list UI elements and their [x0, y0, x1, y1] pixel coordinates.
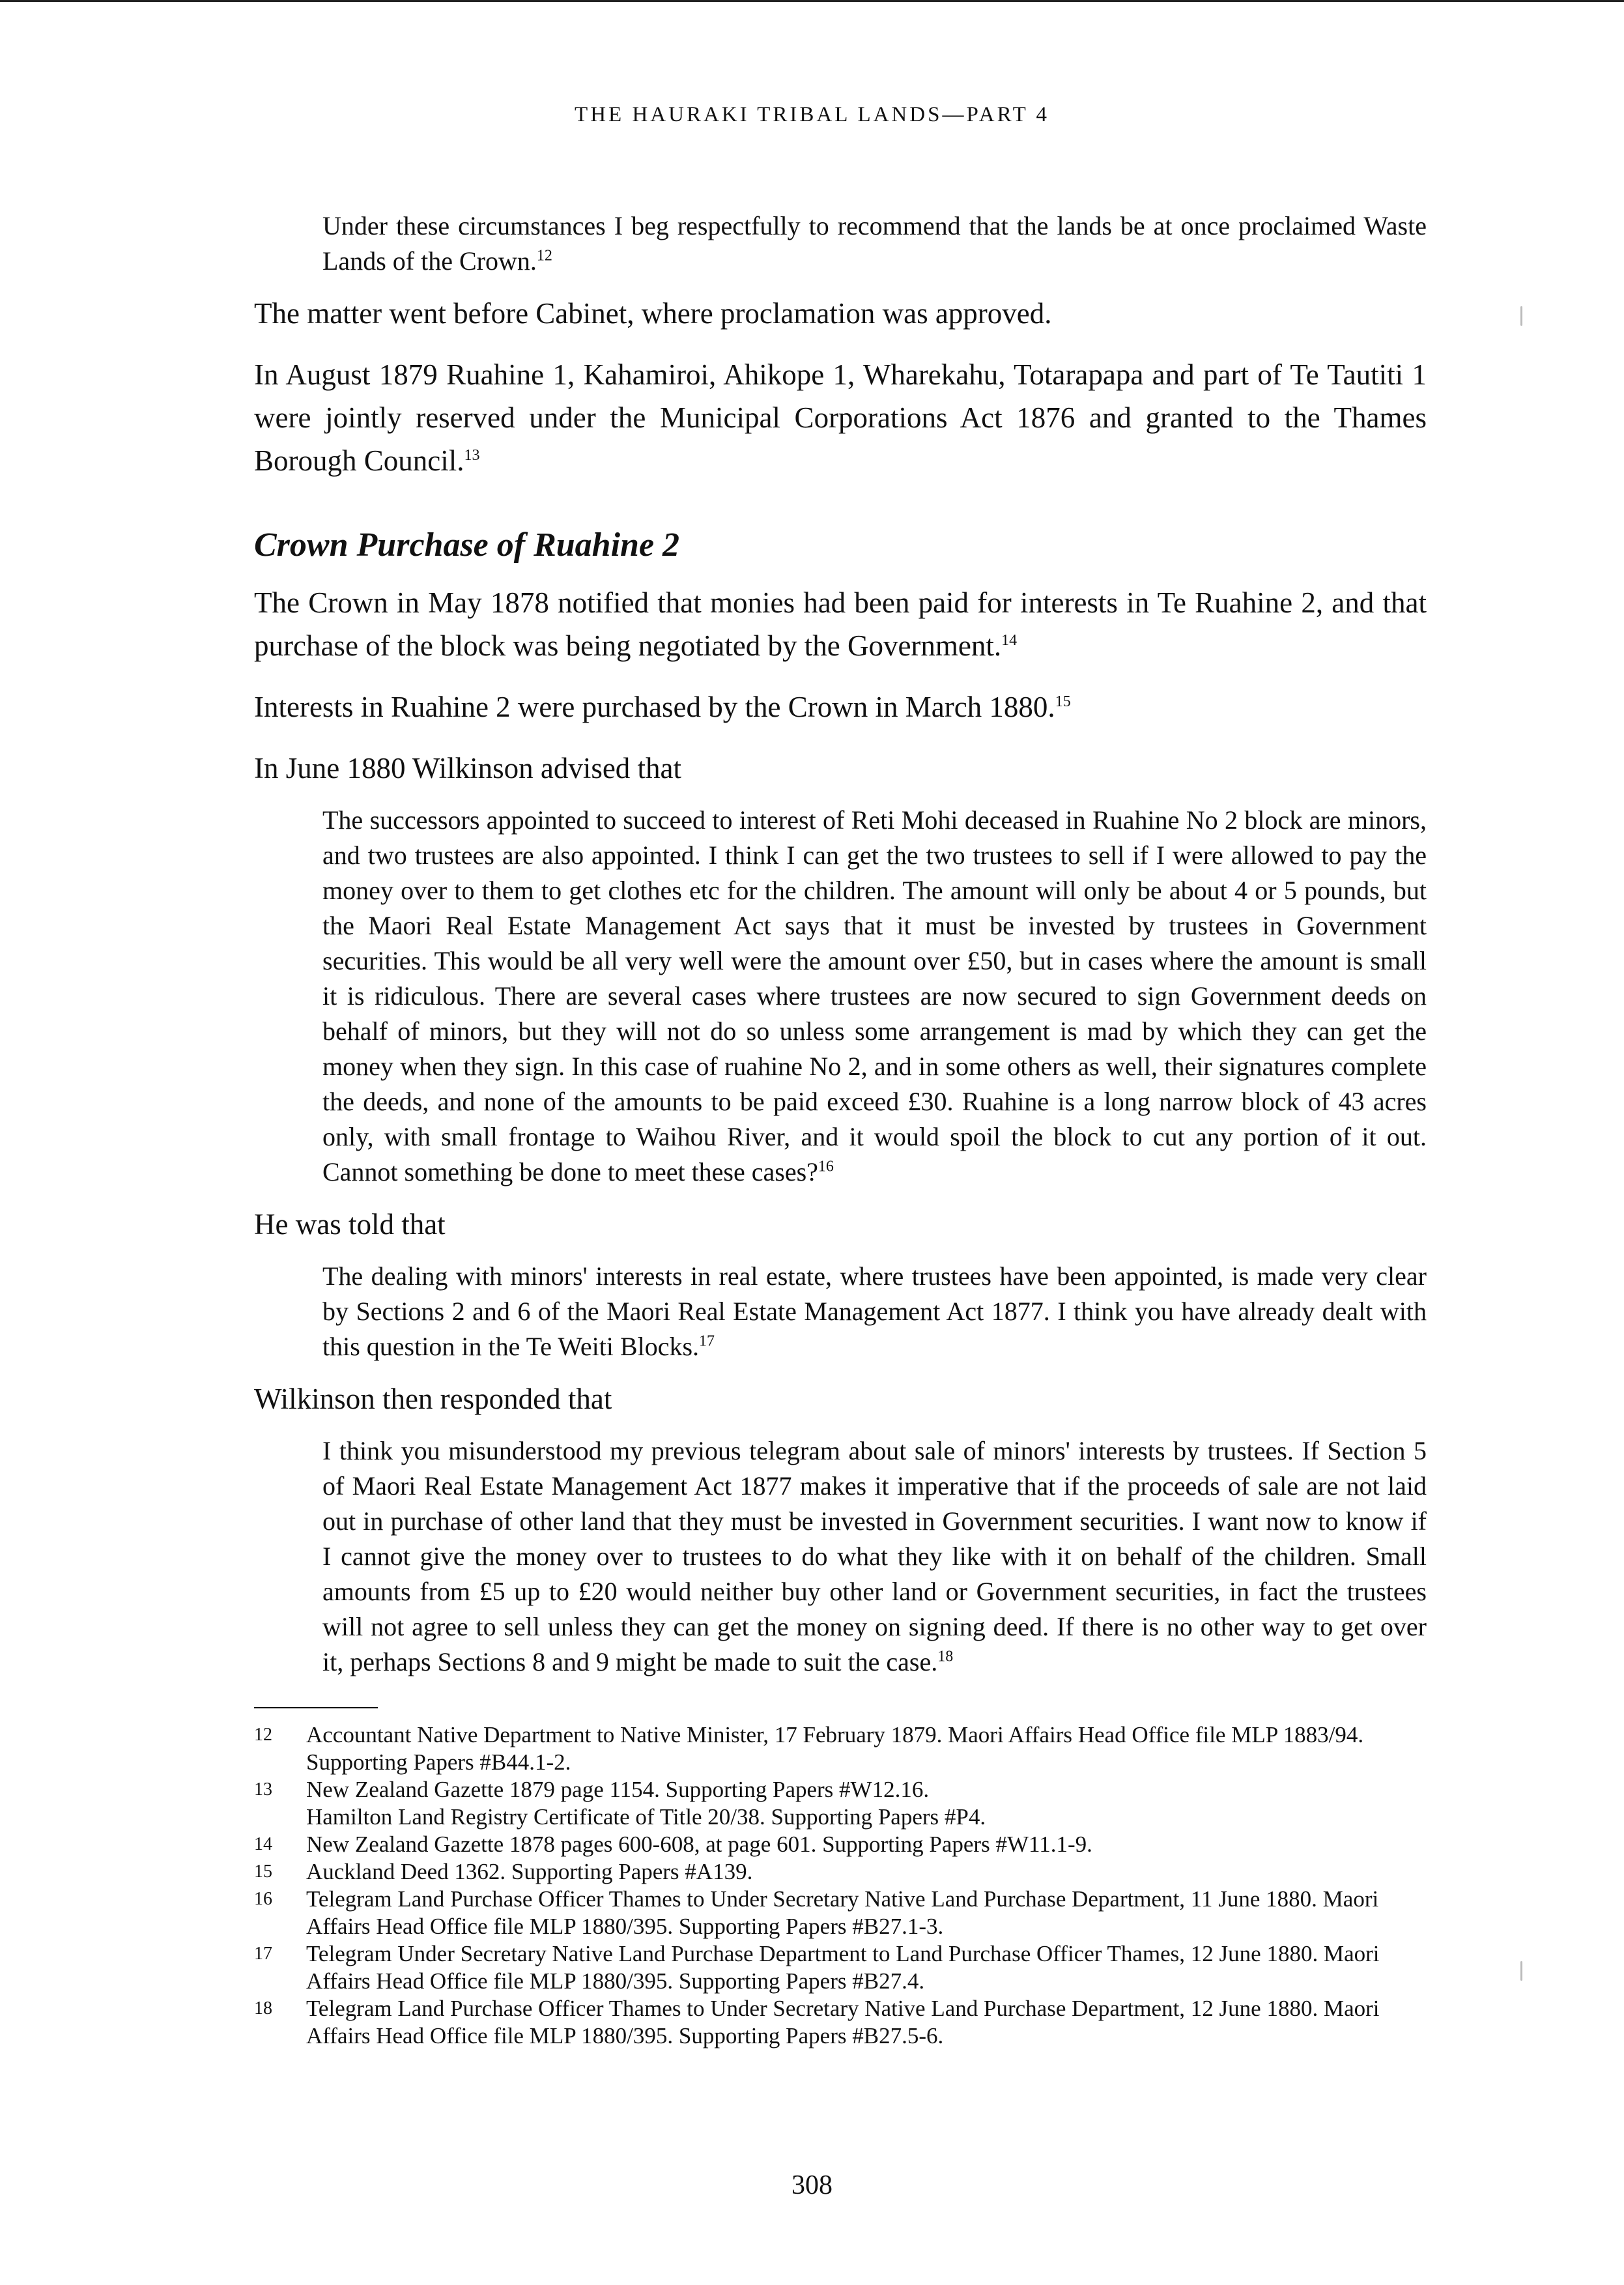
footnote-text	[306, 1940, 1427, 1995]
quote-text: Under these circumstances I beg respectfully to recommend that the lands be at once proclaimed Waste Lands of the Crown.	[322, 211, 1427, 276]
paragraph-text: The matter went before Cabinet, where proclamation was approved.	[254, 297, 1052, 330]
footnote-ref: 15	[1055, 693, 1071, 710]
paragraph-text: In June 1880 Wilkinson advised that	[254, 752, 682, 784]
footnote-text	[306, 1886, 1427, 1940]
footnote-line: Accountant Native Department to Native Minister, 17 February 1879. Maori Affairs Head Office file MLP 1883/94. Supporting Papers #B44.1-2.	[306, 1722, 1364, 1775]
paragraph-august-1879	[254, 353, 1427, 482]
footnote-number: 14	[254, 1834, 272, 1854]
block-quote-3	[322, 1259, 1427, 1364]
footnotes	[254, 1721, 1427, 2050]
paragraph-text: In August 1879 Ruahine 1, Kahamiroi, Ahikope 1, Wharekahu, Totarapapa and part of Te Tautiti 1 were jointly reserved under the Municipal Corporations Act 1876 and granted to the Thames Borough Council.	[254, 358, 1427, 477]
paragraph-may-1878	[254, 581, 1427, 667]
paragraph-text: Interests in Ruahine 2 were purchased by the Crown in March 1880.	[254, 691, 1055, 723]
scan-speck	[1520, 306, 1522, 326]
running-head: THE HAURAKI TRIBAL LANDS—PART 4	[575, 103, 1049, 126]
footnote-number: 13	[254, 1779, 272, 1800]
section-heading: Crown Purchase of Ruahine 2	[254, 526, 680, 564]
footnote-number: 15	[254, 1861, 272, 1882]
footnote-text	[306, 1858, 1427, 1886]
footnote-12	[254, 1721, 1427, 1776]
footnote-number: 12	[254, 1725, 272, 1745]
footnote-ref: 16	[818, 1158, 834, 1175]
paragraph-text: Wilkinson then responded that	[254, 1383, 612, 1415]
footnote-ref: 14	[1001, 632, 1018, 649]
footnote-line: Telegram Land Purchase Officer Thames to Under Secretary Native Land Purchase Department, 11 June 1880. Maori Affairs Head Office file MLP 1880/395. Supporting Papers #B27.1-3.	[306, 1886, 1379, 1939]
footnote-ref: 17	[699, 1332, 715, 1350]
footnote-14	[254, 1831, 1427, 1858]
footnote-number: 16	[254, 1889, 272, 1909]
scan-speck	[1520, 1961, 1522, 1981]
footnote-text	[306, 1831, 1427, 1858]
footnote-ref: 12	[536, 247, 552, 265]
quote-text: The successors appointed to succeed to interest of Reti Mohi deceased in Ruahine No 2 block are minors, and two trustees are also appointed. I think I can get the two trustees to sell if I were allowed to pay the money over to them to get clothes etc for the children. The amount will only be about 4 or 5 pounds, but the Maori Real Estate Management Act says that it must be invested by trustees in Government securities. This would be all very well were the amount over £50, but in cases where the amount is small it is ridiculous. There are several cases where trustees are now secured to sign Government deeds on behalf of minors, but they will not do so unless some arrangement is mad by which they can get the money when they sign. In this case of ruahine No 2, and in some others as well, their signatures complete the deeds, and none of the amounts to be paid exceed £30. Ruahine is a long narrow block of 43 acres only, with small frontage to Waihou River, and it would spoil the block to cut any portion of it out. Cannot something be done to meet these cases?	[322, 805, 1427, 1186]
footnote-ref: 18	[937, 1648, 954, 1665]
footnote-line: Telegram Under Secretary Native Land Purchase Department to Land Purchase Officer Thames, 12 June 1880. Maori Affairs Head Office file MLP 1880/395. Supporting Papers #B27.4.	[306, 1941, 1380, 1994]
top-border-line	[0, 0, 1624, 2]
footnote-15	[254, 1858, 1427, 1886]
block-quote-1	[322, 208, 1427, 279]
quote-text: The dealing with minors' interests in real estate, where trustees have been appointed, is made very clear by Sections 2 and 6 of the Maori Real Estate Management Act 1877. I think you have already dealt with this question in the Te Weiti Blocks.	[322, 1261, 1427, 1361]
paragraph-text: He was told that	[254, 1208, 446, 1241]
paragraph-responded-that	[254, 1377, 1427, 1420]
footnote-number: 18	[254, 1998, 272, 2019]
paragraph-told-that	[254, 1203, 1427, 1246]
footnote-divider	[254, 1707, 378, 1708]
block-quote-2	[322, 803, 1427, 1190]
footnote-line: Hamilton Land Registry Certificate of Title 20/38. Supporting Papers #P4.	[306, 1804, 986, 1830]
block-quote-4	[322, 1433, 1427, 1680]
footnote-line: New Zealand Gazette 1878 pages 600-608, at page 601. Supporting Papers #W11.1-9.	[306, 1832, 1092, 1857]
footnote-line: Auckland Deed 1362. Supporting Papers #A139.	[306, 1859, 753, 1884]
quote-text: I think you misunderstood my previous telegram about sale of minors' interests by trustees. If Section 5 of Maori Real Estate Management Act 1877 makes it imperative that if the proceeds of sale are not laid out in purchase of other land that they must be invested in Government securities. I want now to know if I cannot give the money over to trustees to do what they like with it on behalf of the children. Small amounts from £5 up to £20 would neither buy other land or Government securities, in fact the trustees will not agree to sell unless they can get the money on signing deed. If there is no other way to get over it, perhaps Sections 8 and 9 might be made to suit the case.	[322, 1436, 1427, 1676]
page-body	[254, 208, 1427, 2050]
footnote-line: Telegram Land Purchase Officer Thames to Under Secretary Native Land Purchase Department, 12 June 1880. Maori Affairs Head Office file MLP 1880/395. Supporting Papers #B27.5-6.	[306, 1996, 1380, 2048]
paragraph-june-1880	[254, 747, 1427, 790]
paragraph-march-1880	[254, 685, 1427, 728]
footnote-ref: 13	[464, 447, 480, 464]
footnote-16	[254, 1886, 1427, 1940]
footnote-17	[254, 1940, 1427, 1995]
page-number: 308	[791, 2170, 833, 2200]
footnote-line: New Zealand Gazette 1879 page 1154. Supporting Papers #W12.16.	[306, 1777, 930, 1802]
footnote-text	[306, 1995, 1427, 2050]
footnote-number: 17	[254, 1944, 272, 1964]
footnote-18	[254, 1995, 1427, 2050]
paragraph-text: The Crown in May 1878 notified that monies had been paid for interests in Te Ruahine 2, and that purchase of the block was being negotiated by the Government.	[254, 586, 1427, 662]
footnote-13	[254, 1776, 1427, 1831]
footnote-text	[306, 1721, 1427, 1776]
paragraph-cabinet	[254, 292, 1427, 335]
footnote-text	[306, 1776, 1427, 1831]
